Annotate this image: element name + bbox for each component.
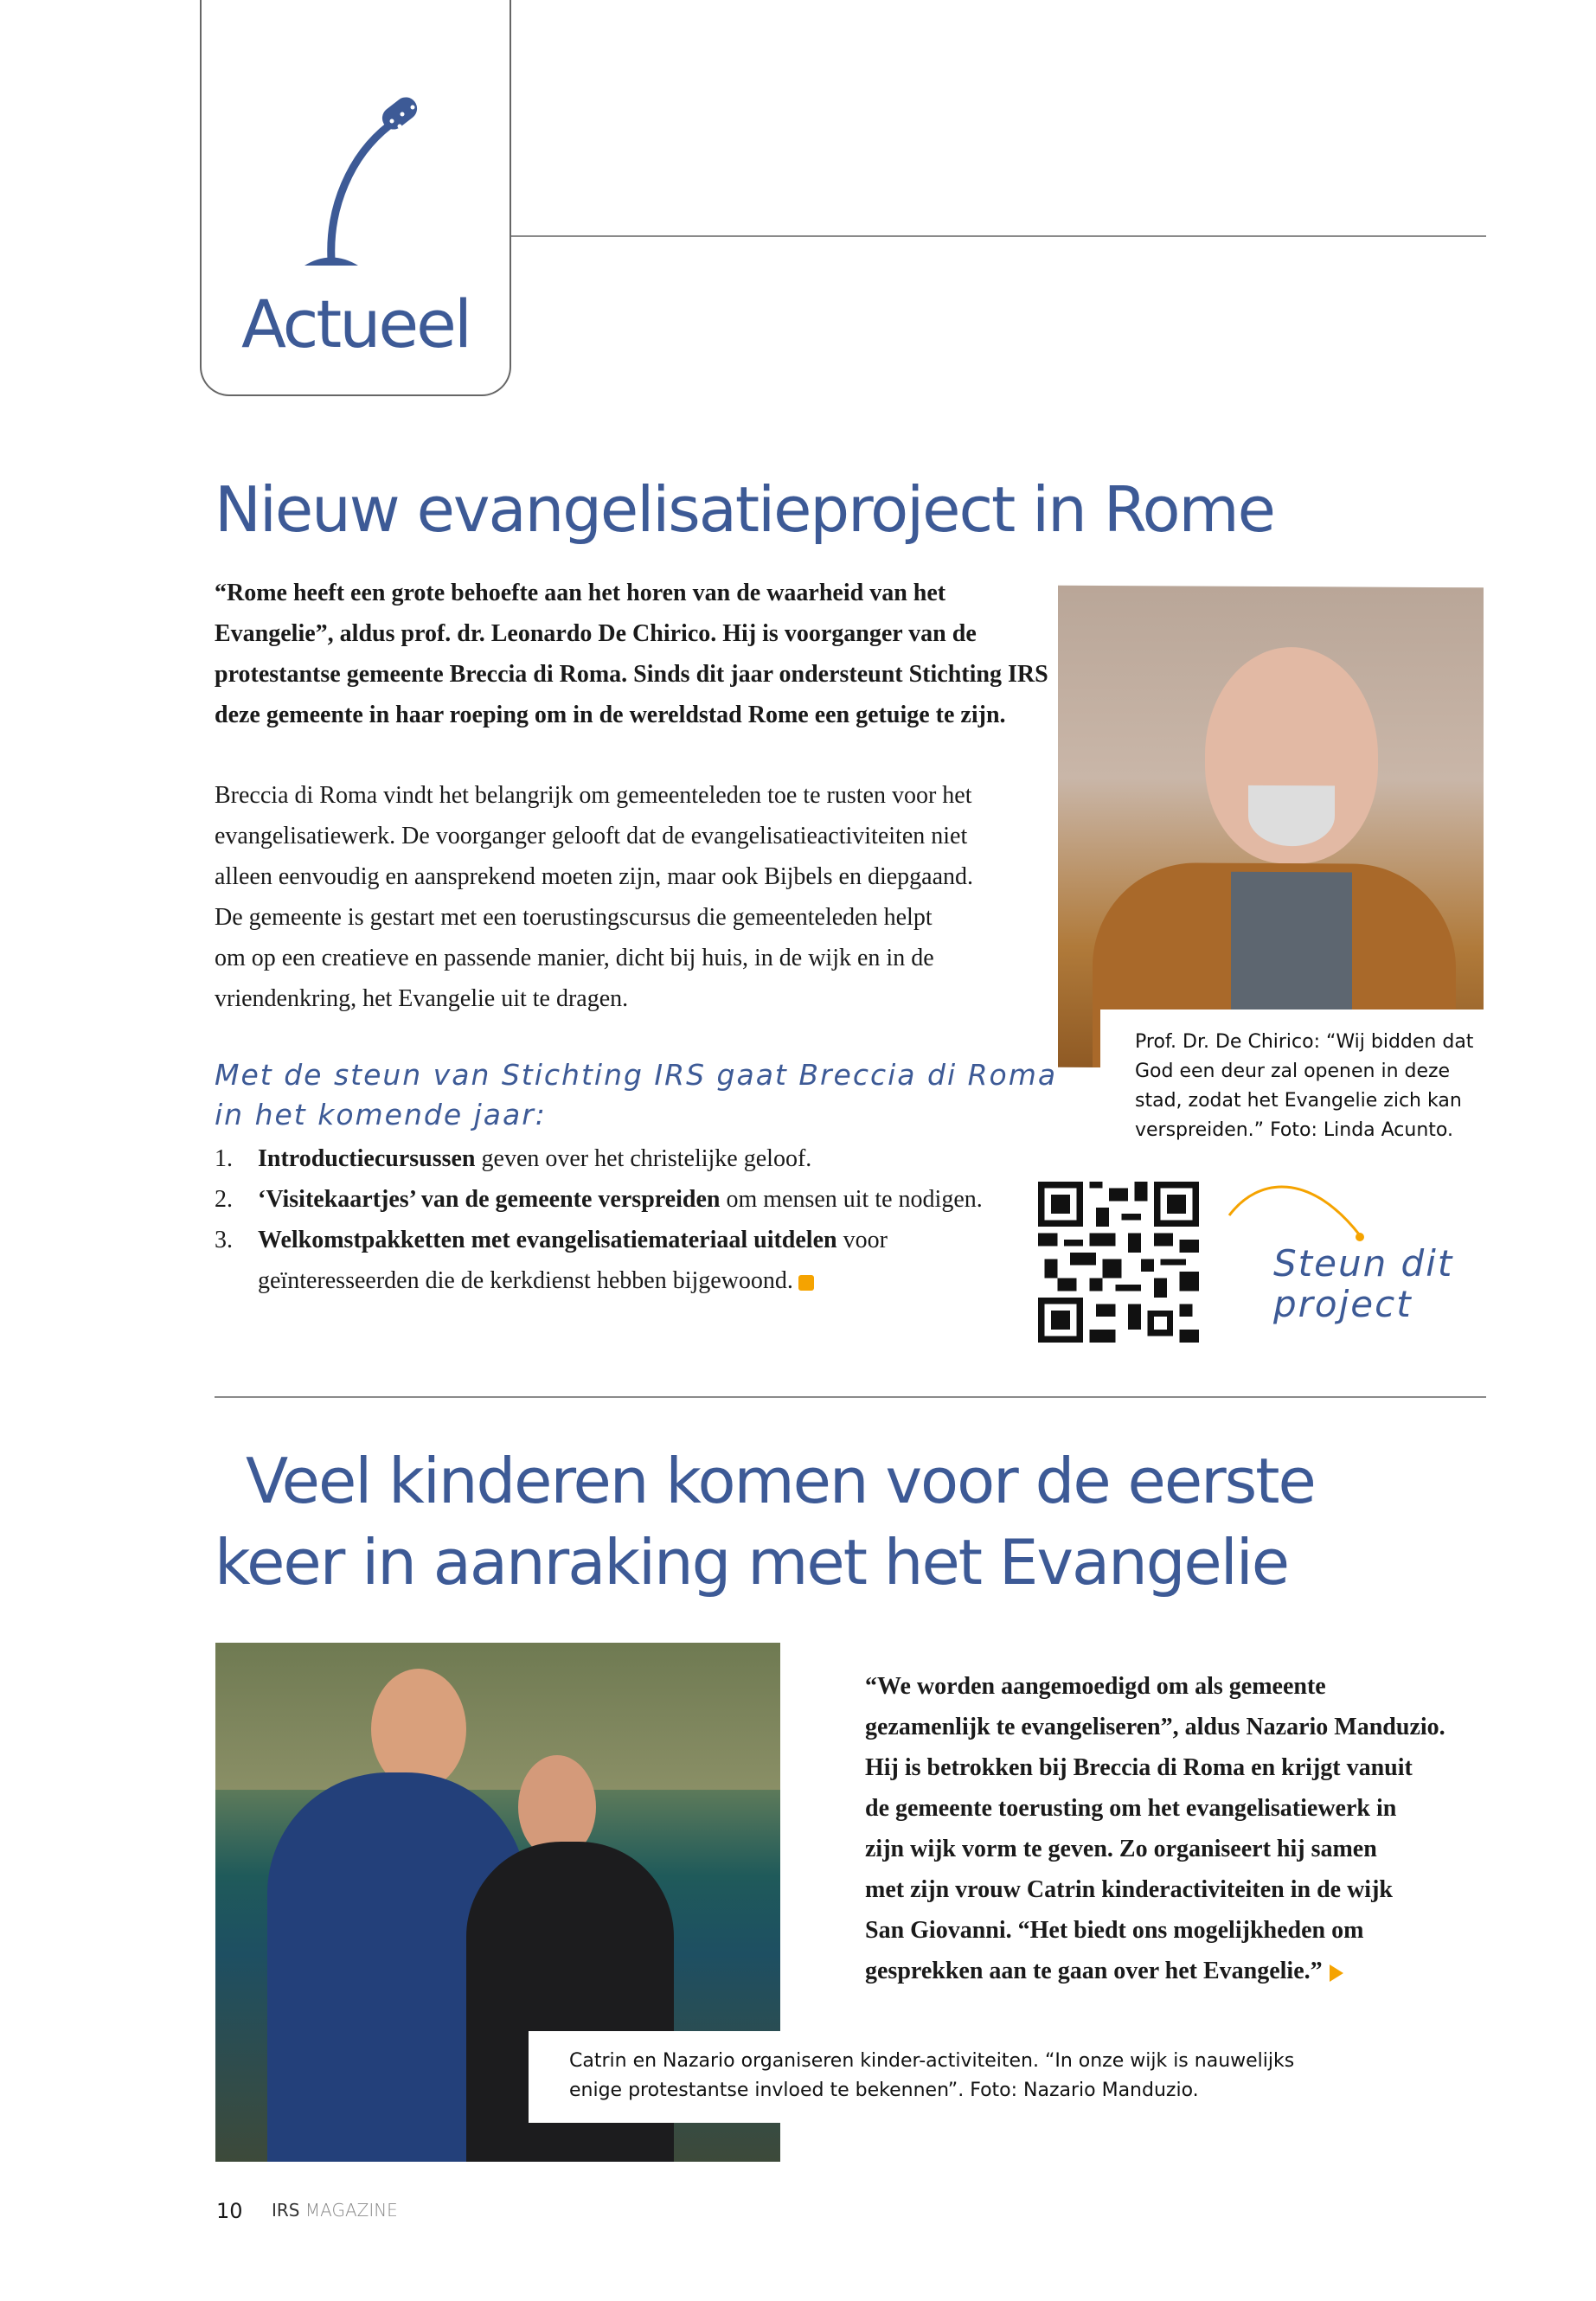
article1-subheading (215, 1055, 1057, 1135)
article1-list (215, 1138, 983, 1301)
caption-line: stad, zodat het Evangelie zich kan (1135, 1090, 1462, 1112)
quote-line: zijn wijk vorm te geven. Zo organiseert hij samen (865, 1836, 1377, 1862)
brand-bold: IRS (272, 2200, 300, 2221)
quote-line: “We worden aangemoedigd om als gemeente (865, 1673, 1326, 1700)
section-label: Actueel (240, 285, 471, 362)
mountain-shape (215, 1643, 780, 1790)
cta-line: project (1273, 1283, 1413, 1325)
list-text: voor (836, 1227, 888, 1253)
lead-line: “Rome heeft een grote behoefte aan het horen van de waarheid van het (215, 580, 946, 606)
caption-line: Catrin en Nazario organiseren kinder-activiteiten. “In onze wijk is nauwelijks (569, 2050, 1295, 2072)
arrow-curve-icon (1224, 1176, 1371, 1246)
header-divider (511, 235, 1486, 237)
list-number: 3. (215, 1227, 233, 1253)
article2-quote (865, 1666, 1445, 1991)
portrait-photo (1058, 586, 1484, 1070)
quote-line: met zijn vrouw Catrin kinderactiviteiten in de wijk (865, 1876, 1393, 1903)
portrait-caption (1135, 1028, 1473, 1145)
list-text: geïnteresseerden die de kerkdienst hebben bijgewoond. (258, 1267, 793, 1294)
article2-title (215, 1440, 1315, 1603)
list-text: om mensen uit te nodigen. (720, 1186, 983, 1213)
article1-body (215, 775, 973, 1019)
body-line: om op een creatieve en passende manier, dicht bij huis, in de wijk en in de (215, 945, 934, 971)
support-project-link[interactable] (1273, 1243, 1453, 1324)
article-divider (215, 1396, 1486, 1398)
qr-code[interactable] (1038, 1182, 1199, 1343)
man-face (371, 1669, 466, 1790)
body-line: alleen eenvoudig en aansprekend moeten zijn, maar ook Bijbels en diepgaand. (215, 863, 974, 890)
couple-caption (569, 2047, 1294, 2106)
quote-line: gezamenlijk te evangeliseren”, aldus Nazario Manduzio. (865, 1714, 1445, 1740)
quote-line: Hij is betrokken bij Breccia di Roma en krijgt vanuit (865, 1754, 1413, 1781)
lead-line: Evangelie”, aldus prof. dr. Leonardo De Chirico. Hij is voorganger van de (215, 620, 977, 647)
list-number: 1. (215, 1145, 233, 1172)
list-number: 2. (215, 1186, 233, 1213)
end-mark-icon (798, 1275, 814, 1291)
caption-line: Prof. Dr. De Chirico: “Wij bidden dat (1135, 1031, 1474, 1053)
body-line: vriendenkring, het Evangelie uit te dragen. (215, 985, 629, 1012)
page-number: 10 (216, 2199, 243, 2223)
caption-line: verspreiden.” Foto: Linda Acunto. (1135, 1119, 1453, 1141)
list-text: geven over het christelijke geloof. (475, 1145, 812, 1172)
title-line: Veel kinderen komen voor de eerste (246, 1445, 1315, 1517)
body-line: evangelisatiewerk. De voorganger gelooft dat de evangelisatieactiviteiten niet (215, 823, 968, 849)
list-bold: Introductiecursussen (258, 1145, 476, 1172)
article1-lead (215, 573, 1048, 735)
list-item (215, 1179, 983, 1220)
list-bold: ‘Visitekaartjes’ van de gemeente verspreiden (258, 1186, 721, 1213)
caption-line: God een deur zal openen in deze (1135, 1061, 1451, 1082)
list-item (215, 1260, 983, 1301)
subheading-line: Met de steun van Stichting IRS gaat Breccia di Roma (215, 1058, 1058, 1092)
list-item (215, 1138, 983, 1179)
quote-line: San Giovanni. “Het biedt ons mogelijkheden om (865, 1917, 1364, 1944)
body-line: Breccia di Roma vindt het belangrijk om gemeenteleden toe te rusten voor het (215, 782, 972, 809)
brand-light: MAGAZINE (304, 2200, 398, 2221)
quote-line: de gemeente toerusting om het evangelisatiewerk in (865, 1795, 1397, 1822)
cta-line: Steun dit (1273, 1242, 1454, 1285)
quote-line: gesprekken aan te gaan over het Evangelie.” (865, 1958, 1323, 1984)
subheading-line: in het komende jaar: (215, 1098, 547, 1131)
microphone-icon (294, 95, 424, 277)
caption-line: enige protestantse invloed te bekennen”. Foto: Nazario Manduzio. (569, 2080, 1199, 2101)
continue-arrow-icon (1330, 1965, 1343, 1982)
list-bold: Welkomstpakketten met evangelisatiemateriaal uitdelen (258, 1227, 837, 1253)
magazine-name (272, 2200, 398, 2221)
title-line: keer in aanraking met het Evangelie (215, 1526, 1289, 1599)
beard-shape (1248, 785, 1335, 847)
lead-line: deze gemeente in haar roeping om in de wereldstad Rome een getuige te zijn. (215, 702, 1006, 728)
body-line: De gemeente is gestart met een toerustingscursus die gemeenteleden helpt (215, 904, 933, 931)
list-item (215, 1220, 983, 1260)
article1-title: Nieuw evangelisatieproject in Rome (215, 473, 1274, 546)
lead-line: protestantse gemeente Breccia di Roma. Sinds dit jaar ondersteunt Stichting IRS (215, 661, 1048, 688)
